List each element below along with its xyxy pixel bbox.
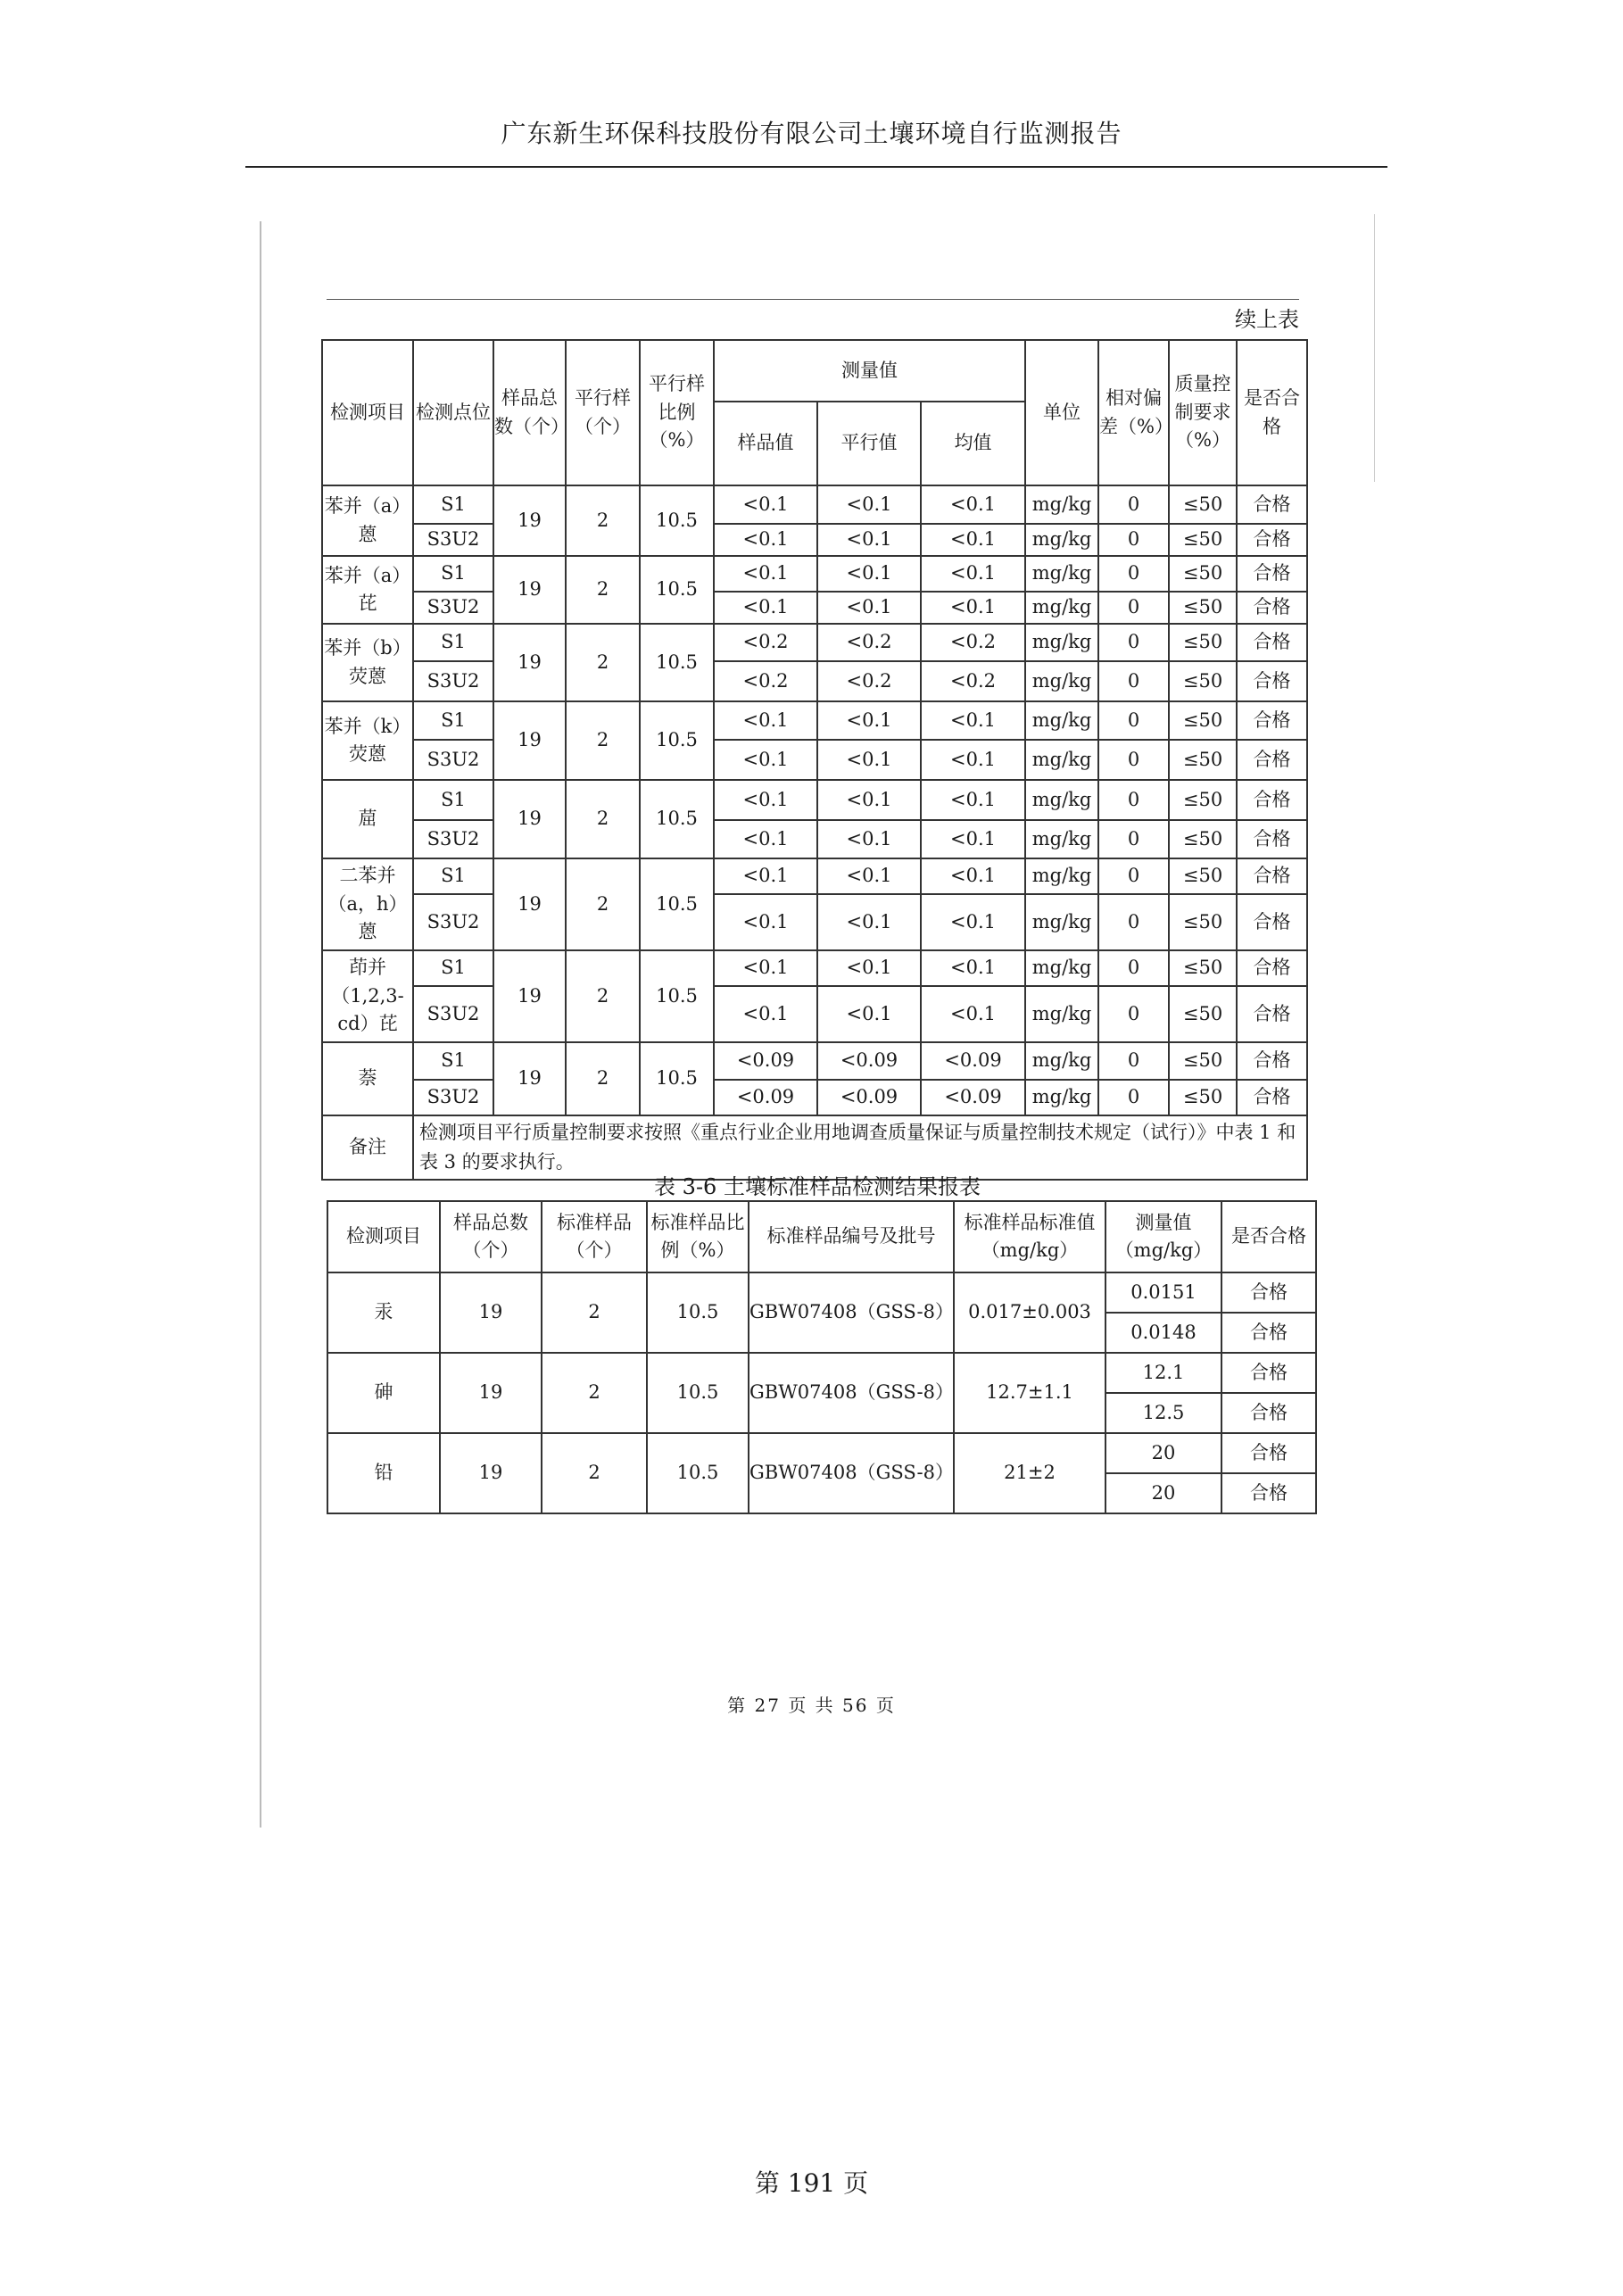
cell-qc: ≤50	[1169, 524, 1237, 556]
cell-pass: 合格	[1221, 1272, 1316, 1313]
table-row	[322, 661, 1307, 701]
cell-rel-dev: 0	[1098, 986, 1169, 1042]
note-label: 备注	[322, 1115, 413, 1180]
continued-label: 续上表	[1235, 307, 1299, 332]
cell-unit: mg/kg	[1025, 986, 1098, 1042]
cell-rel-dev: 0	[1098, 524, 1169, 556]
cell-std-ratio: 10.5	[647, 1272, 749, 1353]
cell-point: S3U2	[413, 1080, 493, 1115]
table-row	[327, 1353, 1316, 1393]
cell-ratio: 10.5	[640, 701, 714, 780]
th-measure: 测量值	[714, 340, 1025, 402]
th-total: 样品总数（个）	[493, 340, 566, 485]
cell-item: 苯并（b）荧蒽	[322, 624, 413, 701]
table-row	[322, 858, 1307, 894]
cell-unit: mg/kg	[1025, 780, 1098, 820]
cell-pass: 合格	[1237, 858, 1307, 894]
cell-sample-value: <0.1	[714, 780, 817, 820]
cell-parallel-value: <0.09	[817, 1042, 921, 1080]
table1-body	[322, 485, 1307, 1115]
cell-mean: <0.1	[921, 592, 1025, 624]
th2-item: 检测项目	[327, 1201, 440, 1272]
cell-total: 19	[440, 1433, 542, 1513]
cell-rel-dev: 0	[1098, 950, 1169, 986]
cell-parallel-value: <0.1	[817, 524, 921, 556]
cell-measured: 20	[1105, 1473, 1221, 1513]
cell-unit: mg/kg	[1025, 524, 1098, 556]
cell-measured: 0.0151	[1105, 1272, 1221, 1313]
cell-mean: <0.1	[921, 740, 1025, 780]
cell-total: 19	[493, 556, 566, 624]
cell-qc: ≤50	[1169, 624, 1237, 661]
cell-sample-value: <0.1	[714, 740, 817, 780]
th-qc: 质量控制要求（%）	[1169, 340, 1237, 485]
cell-rel-dev: 0	[1098, 894, 1169, 950]
cell-parallel-value: <0.2	[817, 624, 921, 661]
cell-unit: mg/kg	[1025, 950, 1098, 986]
cell-item: 铅	[327, 1433, 440, 1513]
th2-pass: 是否合格	[1221, 1201, 1316, 1272]
cell-mean: <0.1	[921, 524, 1025, 556]
cell-qc: ≤50	[1169, 556, 1237, 592]
cell-sample-value: <0.09	[714, 1080, 817, 1115]
cell-mean: <0.09	[921, 1042, 1025, 1080]
cell-pass: 合格	[1237, 950, 1307, 986]
cell-sample-value: <0.2	[714, 624, 817, 661]
cell-mean: <0.1	[921, 701, 1025, 740]
table-row	[322, 556, 1307, 592]
th-point: 检测点位	[413, 340, 493, 485]
table-row	[322, 740, 1307, 780]
cell-item: 汞	[327, 1272, 440, 1353]
cell-code: GBW07408（GSS-8）	[749, 1433, 954, 1513]
cell-mean: <0.1	[921, 950, 1025, 986]
cell-parallel-value: <0.1	[817, 986, 921, 1042]
cell-std-count: 2	[542, 1433, 647, 1513]
cell-unit: mg/kg	[1025, 624, 1098, 661]
cell-qc: ≤50	[1169, 1080, 1237, 1115]
cell-point: S3U2	[413, 820, 493, 858]
cell-rel-dev: 0	[1098, 740, 1169, 780]
cell-qc: ≤50	[1169, 858, 1237, 894]
table-row	[322, 1042, 1307, 1080]
cell-point: S3U2	[413, 894, 493, 950]
cell-parallel-value: <0.09	[817, 1080, 921, 1115]
cell-ratio: 10.5	[640, 556, 714, 624]
cell-parallel: 2	[566, 556, 640, 624]
inner-page-number: 第 27 页 共 56 页	[727, 1695, 896, 1716]
cell-total: 19	[493, 858, 566, 950]
cell-pass: 合格	[1237, 740, 1307, 780]
cell-measured: 12.5	[1105, 1393, 1221, 1433]
cell-sample-value: <0.1	[714, 485, 817, 524]
cell-point: S1	[413, 624, 493, 661]
cell-rel-dev: 0	[1098, 1080, 1169, 1115]
table-row	[322, 592, 1307, 624]
cell-qc: ≤50	[1169, 894, 1237, 950]
cell-point: S1	[413, 780, 493, 820]
cell-mean: <0.1	[921, 780, 1025, 820]
cell-std-value: 12.7±1.1	[954, 1353, 1105, 1433]
cell-parallel: 2	[566, 780, 640, 858]
table-row	[322, 1080, 1307, 1115]
cell-total: 19	[493, 701, 566, 780]
cell-parallel: 2	[566, 485, 640, 556]
report-header-title: 广东新生环保科技股份有限公司土壤环境自行监测报告	[501, 119, 1122, 148]
cell-pass: 合格	[1237, 780, 1307, 820]
table2-caption: 表 3-6 土壤标准样品检测结果报表	[654, 1174, 981, 1199]
cell-pass: 合格	[1221, 1353, 1316, 1393]
cell-point: S3U2	[413, 661, 493, 701]
cell-mean: <0.1	[921, 485, 1025, 524]
cell-rel-dev: 0	[1098, 780, 1169, 820]
cell-rel-dev: 0	[1098, 858, 1169, 894]
cell-mean: <0.09	[921, 1080, 1025, 1115]
cell-rel-dev: 0	[1098, 485, 1169, 524]
table-row	[322, 624, 1307, 661]
cell-total: 19	[440, 1272, 542, 1353]
cell-qc: ≤50	[1169, 485, 1237, 524]
th2-std-value: 标准样品标准值（mg/kg）	[954, 1201, 1105, 1272]
table1-header	[322, 340, 1307, 485]
cell-ratio: 10.5	[640, 858, 714, 950]
table-row	[322, 986, 1307, 1042]
continued-rule	[327, 299, 1299, 300]
cell-qc: ≤50	[1169, 820, 1237, 858]
cell-mean: <0.2	[921, 624, 1025, 661]
cell-parallel: 2	[566, 1042, 640, 1115]
cell-point: S1	[413, 950, 493, 986]
standard-sample-table	[327, 1200, 1317, 1514]
cell-pass: 合格	[1221, 1433, 1316, 1473]
cell-ratio: 10.5	[640, 780, 714, 858]
cell-item: 苯并（a）芘	[322, 556, 413, 624]
cell-qc: ≤50	[1169, 986, 1237, 1042]
cell-pass: 合格	[1237, 894, 1307, 950]
table-row	[322, 780, 1307, 820]
cell-pass: 合格	[1221, 1393, 1316, 1433]
note-text: 检测项目平行质量控制要求按照《重点行业企业用地调查质量保证与质量控制技术规定（试行）》中表 1 和表 3 的要求执行。	[413, 1115, 1307, 1180]
cell-pass: 合格	[1237, 485, 1307, 524]
cell-sample-value: <0.1	[714, 986, 817, 1042]
cell-parallel: 2	[566, 701, 640, 780]
table-row	[322, 701, 1307, 740]
header-rule	[245, 166, 1387, 168]
cell-std-count: 2	[542, 1272, 647, 1353]
cell-ratio: 10.5	[640, 950, 714, 1042]
scan-edge-left	[260, 221, 261, 1828]
th-item: 检测项目	[322, 340, 413, 485]
cell-measured: 0.0148	[1105, 1313, 1221, 1353]
cell-ratio: 10.5	[640, 624, 714, 701]
table2-header	[327, 1201, 1316, 1272]
cell-rel-dev: 0	[1098, 1042, 1169, 1080]
table-row	[322, 524, 1307, 556]
th2-std-ratio: 标准样品比例（%）	[647, 1201, 749, 1272]
cell-parallel: 2	[566, 624, 640, 701]
th-sample-value: 样品值	[714, 402, 817, 485]
cell-qc: ≤50	[1169, 740, 1237, 780]
cell-pass: 合格	[1221, 1473, 1316, 1513]
cell-point: S1	[413, 1042, 493, 1080]
cell-mean: <0.1	[921, 894, 1025, 950]
cell-std-value: 0.017±0.003	[954, 1272, 1105, 1353]
cell-parallel-value: <0.1	[817, 701, 921, 740]
cell-point: S3U2	[413, 524, 493, 556]
cell-qc: ≤50	[1169, 1042, 1237, 1080]
cell-parallel-value: <0.1	[817, 485, 921, 524]
cell-total: 19	[493, 485, 566, 556]
cell-measured: 12.1	[1105, 1353, 1221, 1393]
cell-parallel-value: <0.2	[817, 661, 921, 701]
cell-unit: mg/kg	[1025, 701, 1098, 740]
cell-rel-dev: 0	[1098, 556, 1169, 592]
th-parallel-value: 平行值	[817, 402, 921, 485]
cell-rel-dev: 0	[1098, 820, 1169, 858]
cell-point: S1	[413, 701, 493, 740]
th-ratio: 平行样比例（%）	[640, 340, 714, 485]
cell-rel-dev: 0	[1098, 624, 1169, 661]
cell-item: 苯并（k）荧蒽	[322, 701, 413, 780]
cell-point: S3U2	[413, 592, 493, 624]
cell-parallel-value: <0.1	[817, 894, 921, 950]
cell-item: 苯并（a）蒽	[322, 485, 413, 556]
table-row	[322, 894, 1307, 950]
cell-rel-dev: 0	[1098, 661, 1169, 701]
cell-parallel-value: <0.1	[817, 556, 921, 592]
cell-pass: 合格	[1237, 986, 1307, 1042]
cell-point: S1	[413, 858, 493, 894]
cell-code: GBW07408（GSS-8）	[749, 1353, 954, 1433]
cell-unit: mg/kg	[1025, 1080, 1098, 1115]
cell-parallel-value: <0.1	[817, 780, 921, 820]
cell-total: 19	[493, 950, 566, 1042]
th-parallel: 平行样（个）	[566, 340, 640, 485]
cell-point: S1	[413, 485, 493, 524]
cell-total: 19	[493, 624, 566, 701]
cell-parallel-value: <0.1	[817, 950, 921, 986]
cell-point: S3U2	[413, 986, 493, 1042]
table2-body	[327, 1272, 1316, 1513]
cell-qc: ≤50	[1169, 701, 1237, 740]
cell-unit: mg/kg	[1025, 1042, 1098, 1080]
cell-mean: <0.1	[921, 858, 1025, 894]
cell-sample-value: <0.1	[714, 524, 817, 556]
cell-ratio: 10.5	[640, 1042, 714, 1115]
cell-total: 19	[493, 780, 566, 858]
cell-qc: ≤50	[1169, 780, 1237, 820]
cell-sample-value: <0.1	[714, 894, 817, 950]
cell-sample-value: <0.1	[714, 556, 817, 592]
cell-item: 䓛	[322, 780, 413, 858]
cell-parallel-value: <0.1	[817, 740, 921, 780]
th2-total: 样品总数（个）	[440, 1201, 542, 1272]
cell-std-count: 2	[542, 1353, 647, 1433]
table-row	[327, 1433, 1316, 1473]
cell-parallel-value: <0.1	[817, 858, 921, 894]
cell-unit: mg/kg	[1025, 556, 1098, 592]
cell-measured: 20	[1105, 1433, 1221, 1473]
cell-rel-dev: 0	[1098, 592, 1169, 624]
parallel-sample-table	[321, 339, 1308, 1181]
th-mean: 均值	[921, 402, 1025, 485]
table-row	[322, 820, 1307, 858]
cell-pass: 合格	[1237, 624, 1307, 661]
cell-qc: ≤50	[1169, 661, 1237, 701]
cell-qc: ≤50	[1169, 592, 1237, 624]
cell-std-value: 21±2	[954, 1433, 1105, 1513]
cell-parallel-value: <0.1	[817, 820, 921, 858]
cell-unit: mg/kg	[1025, 858, 1098, 894]
cell-parallel-value: <0.1	[817, 592, 921, 624]
outer-page-number: 第 191 页	[754, 2168, 869, 2198]
cell-item: 砷	[327, 1353, 440, 1433]
th2-code: 标准样品编号及批号	[749, 1201, 954, 1272]
cell-unit: mg/kg	[1025, 820, 1098, 858]
cell-sample-value: <0.1	[714, 701, 817, 740]
th-unit: 单位	[1025, 340, 1098, 485]
table-row	[322, 950, 1307, 986]
cell-pass: 合格	[1237, 820, 1307, 858]
cell-rel-dev: 0	[1098, 701, 1169, 740]
scan-edge-right	[1374, 214, 1375, 482]
cell-point: S3U2	[413, 740, 493, 780]
cell-pass: 合格	[1237, 592, 1307, 624]
cell-sample-value: <0.2	[714, 661, 817, 701]
cell-std-ratio: 10.5	[647, 1433, 749, 1513]
cell-pass: 合格	[1237, 1042, 1307, 1080]
cell-unit: mg/kg	[1025, 485, 1098, 524]
cell-sample-value: <0.09	[714, 1042, 817, 1080]
cell-sample-value: <0.1	[714, 592, 817, 624]
cell-total: 19	[493, 1042, 566, 1115]
cell-mean: <0.1	[921, 820, 1025, 858]
th-rel-dev: 相对偏差（%）	[1098, 340, 1169, 485]
cell-mean: <0.1	[921, 986, 1025, 1042]
cell-std-ratio: 10.5	[647, 1353, 749, 1433]
cell-unit: mg/kg	[1025, 592, 1098, 624]
table-row	[327, 1272, 1316, 1313]
cell-ratio: 10.5	[640, 485, 714, 556]
table-row	[322, 485, 1307, 524]
cell-item: 萘	[322, 1042, 413, 1115]
cell-point: S1	[413, 556, 493, 592]
cell-mean: <0.2	[921, 661, 1025, 701]
th-pass: 是否合格	[1237, 340, 1307, 485]
cell-sample-value: <0.1	[714, 950, 817, 986]
cell-pass: 合格	[1221, 1313, 1316, 1353]
cell-pass: 合格	[1237, 524, 1307, 556]
cell-pass: 合格	[1237, 701, 1307, 740]
cell-sample-value: <0.1	[714, 820, 817, 858]
cell-sample-value: <0.1	[714, 858, 817, 894]
cell-code: GBW07408（GSS-8）	[749, 1272, 954, 1353]
cell-unit: mg/kg	[1025, 661, 1098, 701]
cell-pass: 合格	[1237, 1080, 1307, 1115]
cell-unit: mg/kg	[1025, 740, 1098, 780]
cell-parallel: 2	[566, 858, 640, 950]
th2-measured: 测量值（mg/kg）	[1105, 1201, 1221, 1272]
cell-qc: ≤50	[1169, 950, 1237, 986]
cell-unit: mg/kg	[1025, 894, 1098, 950]
cell-pass: 合格	[1237, 556, 1307, 592]
th2-std-count: 标准样品（个）	[542, 1201, 647, 1272]
cell-total: 19	[440, 1353, 542, 1433]
cell-mean: <0.1	[921, 556, 1025, 592]
cell-item: 二苯并（a，h）蒽	[322, 858, 413, 950]
cell-parallel: 2	[566, 950, 640, 1042]
cell-item: 茚并（1,2,3-cd）芘	[322, 950, 413, 1042]
cell-pass: 合格	[1237, 661, 1307, 701]
